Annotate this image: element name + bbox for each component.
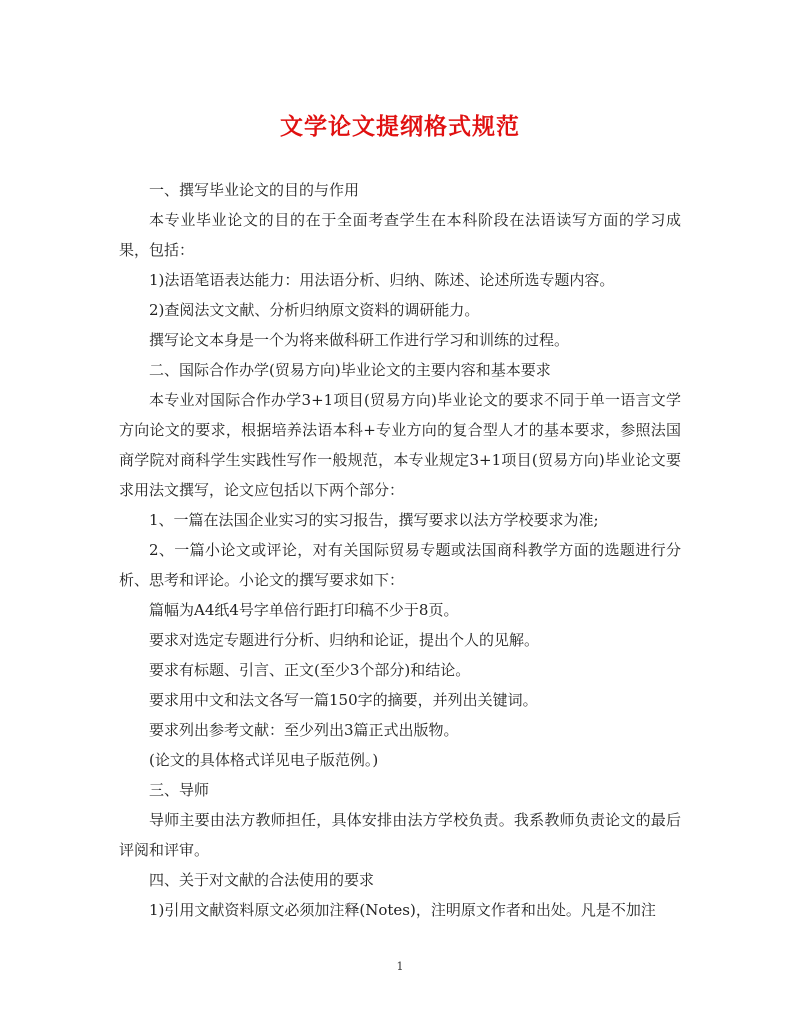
document-body [119, 175, 681, 925]
note-paragraph: (论文的具体格式详见电子版范例。) [149, 751, 379, 769]
section-heading-1: 一、撰写毕业论文的目的与作用 [149, 181, 360, 199]
section-heading-4: 四、关于对文献的合法使用的要求 [149, 871, 375, 889]
list-item: 2、一篇小论文或评论，对有关国际贸易专题或法国商科教学方面的选题进行分析、思考和评论。小论文的撰写要求如下： [119, 541, 681, 589]
body-paragraph: 撰写论文本身是一个为将来做科研工作进行学习和训练的过程。 [149, 331, 570, 349]
list-item: 2)查阅法文文献、分析归纳原文资料的调研能力。 [149, 301, 480, 319]
requirement-item: 要求列出参考文献：至少列出3篇正式出版物。 [149, 721, 459, 739]
page-number: 1 [396, 960, 404, 973]
requirement-item: 要求用中文和法文各写一篇150字的摘要，并列出关键词。 [149, 691, 538, 709]
document-title: 文学论文提纲格式规范 [280, 113, 520, 140]
section-heading-3: 三、导师 [149, 781, 210, 799]
list-item: 1、一篇在法国企业实习的实习报告，撰写要求以法方学校要求为准; [149, 511, 599, 529]
list-item: 1)引用文献资料原文必须加注释(Notes)，注明原文作者和出处。凡是不加注 [149, 901, 656, 919]
body-paragraph: 本专业对国际合作办学3+1项目(贸易方向)毕业论文的要求不同于单一语言文学方向论文的要求，根据培养法语本科+专业方向的复合型人才的基本要求，参照法国商学院对商科学生实践性写作一般规范，本专业规定3+1项目(贸易方向)毕业论文要求用法文撰写，论文应包括以下两个部分： [119, 391, 681, 499]
body-paragraph: 本专业毕业论文的目的在于全面考查学生在本科阶段在法语读写方面的学习成果，包括： [119, 211, 681, 259]
requirement-item: 要求有标题、引言、正文(至少3个部分)和结论。 [149, 661, 471, 679]
requirement-item: 要求对选定专题进行分析、归纳和论证，提出个人的见解。 [149, 631, 540, 649]
section-heading-2: 二、国际合作办学(贸易方向)毕业论文的主要内容和基本要求 [149, 361, 551, 379]
body-paragraph: 导师主要由法方教师担任，具体安排由法方学校负责。我系教师负责论文的最后评阅和评审。 [119, 811, 681, 859]
requirement-item: 篇幅为A4纸4号字单倍行距打印稿不少于8页。 [149, 601, 459, 619]
list-item: 1)法语笔语表达能力：用法语分析、归纳、陈述、论述所选专题内容。 [149, 271, 615, 289]
